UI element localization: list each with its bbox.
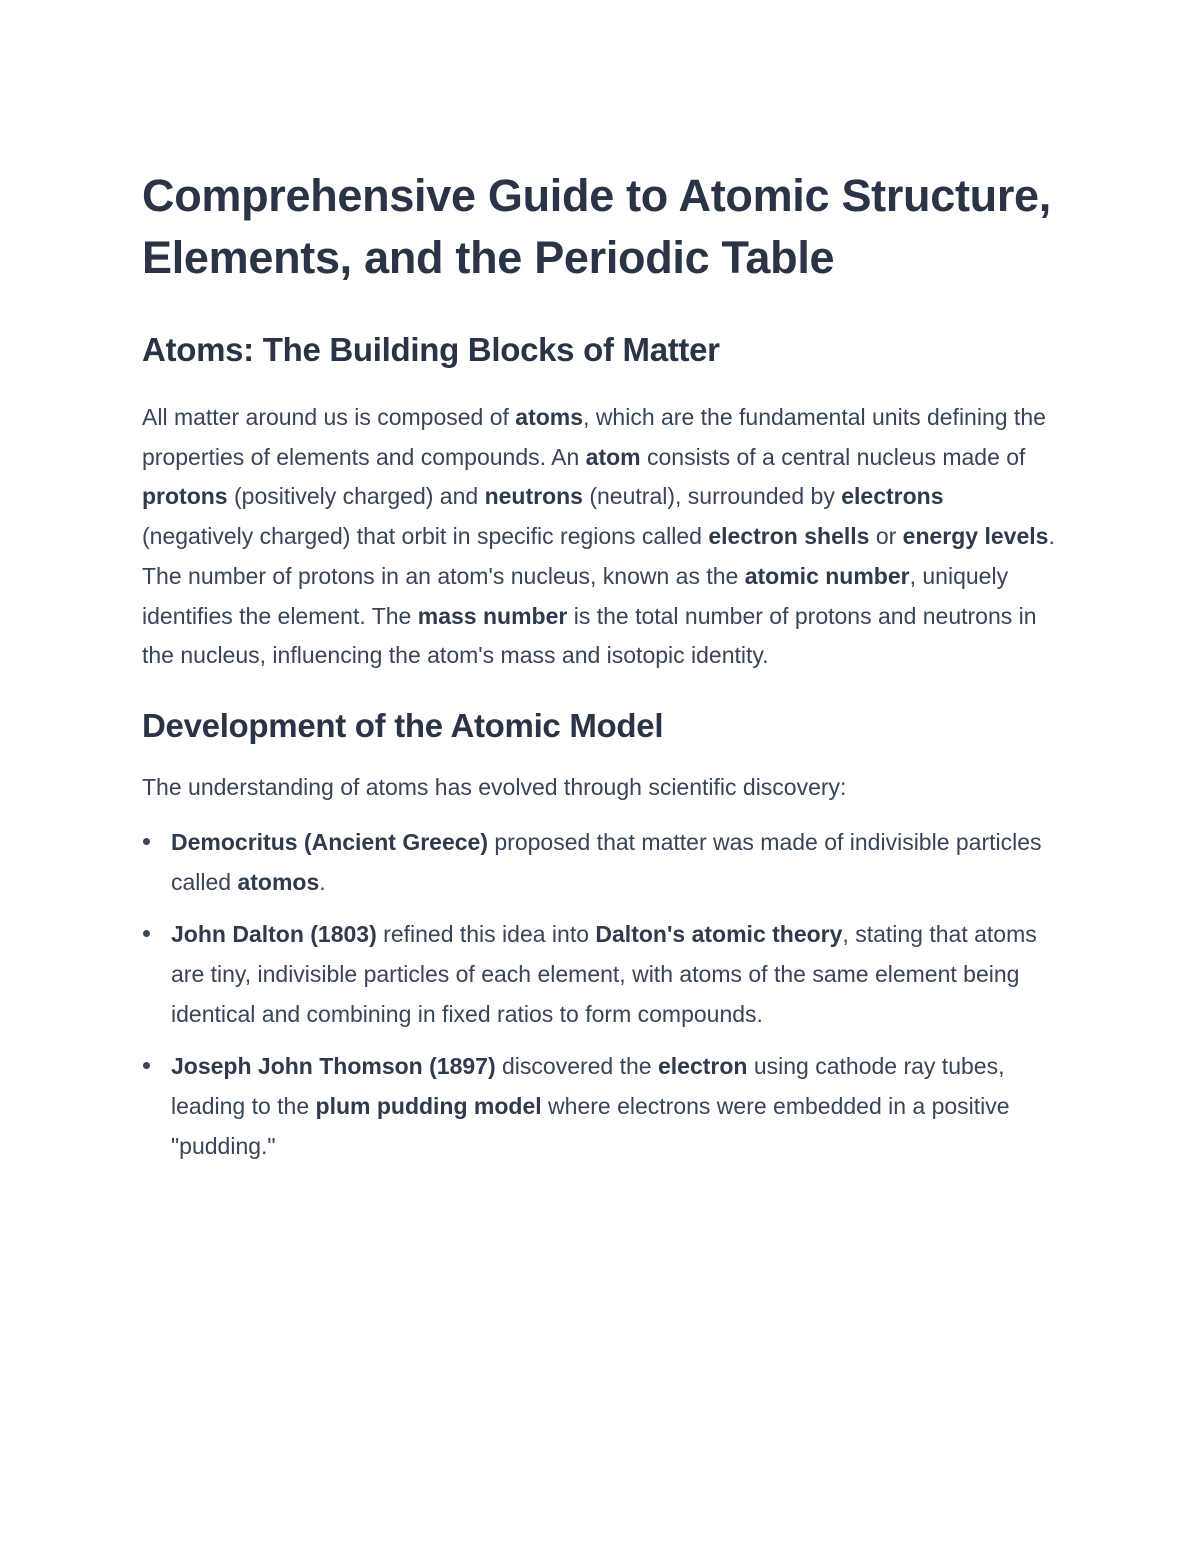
- atoms-paragraph: [142, 398, 1060, 676]
- bold-term: electron: [657, 1052, 748, 1079]
- bold-term: atom: [585, 443, 641, 470]
- text-run: using cathode ray tubes, leading to the: [171, 1052, 1005, 1119]
- text-run: (neutral), surrounded by: [582, 483, 842, 510]
- atomic-model-list: [142, 822, 1060, 1166]
- bold-term: Joseph John Thomson (1897): [171, 1052, 496, 1079]
- text-run: , uniquely identifies the element. The: [142, 562, 1009, 629]
- list-item: [142, 1046, 1060, 1166]
- section-heading-atoms: Atoms: The Building Blocks of Matter: [142, 331, 720, 368]
- bullet-icon: [143, 822, 155, 862]
- text-run: . The number of protons in an atom's nucleus, known as the: [142, 523, 1055, 589]
- text-run: All matter around us is composed of: [142, 404, 516, 430]
- bold-term: neutrons: [484, 483, 583, 510]
- text-run: where electrons were embedded in a positive "pudding.": [171, 1092, 1010, 1159]
- development-intro: The understanding of atoms has evolved through scientific discovery:: [142, 773, 847, 800]
- list-item-text: [171, 1053, 1010, 1159]
- text-run: or: [869, 523, 903, 550]
- bold-term: atomos: [237, 868, 320, 895]
- bold-term: mass number: [417, 602, 568, 629]
- list-item: [142, 914, 1060, 1034]
- bold-term: energy levels: [902, 523, 1049, 550]
- bold-term: Dalton's atomic theory: [595, 920, 843, 947]
- text-run: discovered the: [495, 1052, 658, 1079]
- bullet-icon: [143, 1046, 155, 1086]
- bold-term: Democritus (Ancient Greece): [171, 828, 488, 855]
- text-run: , which are the fundamental units defining the properties of elements and compounds. An: [142, 404, 1046, 470]
- bullet-icon: [143, 914, 155, 954]
- bold-term: electron shells: [708, 523, 870, 550]
- text-run: refined this idea into: [376, 920, 596, 947]
- text-run: , stating that atoms are tiny, indivisible particles of each element, with atoms of the same element being identical and combining in fixed ratios to form compounds.: [171, 920, 1037, 1027]
- text-run: is the total number of protons and neutrons in the nucleus, influencing the atom's mass and isotopic identity.: [142, 602, 1037, 669]
- bold-term: protons: [142, 483, 228, 510]
- bold-term: atomic number: [744, 562, 910, 589]
- bold-term: atoms: [515, 404, 584, 430]
- list-item: [142, 822, 1060, 902]
- text-run: consists of a central nucleus made of: [640, 443, 1026, 470]
- list-item-text: [171, 921, 1037, 1027]
- text-run: proposed that matter was made of indivisible particles called: [171, 828, 1042, 895]
- text-run: (negatively charged) that orbit in specific regions called: [142, 523, 709, 550]
- section-heading-development: Development of the Atomic Model: [142, 706, 664, 744]
- bold-term: plum pudding model: [315, 1092, 542, 1119]
- bold-term: electrons: [841, 483, 944, 510]
- text-run: (positively charged) and: [227, 483, 485, 510]
- list-item-text: [171, 829, 1042, 895]
- bold-term: John Dalton (1803): [171, 920, 377, 947]
- text-run: .: [319, 868, 326, 895]
- document-title: Comprehensive Guide to Atomic Structure, Elements, and the Periodic Table: [142, 170, 1051, 283]
